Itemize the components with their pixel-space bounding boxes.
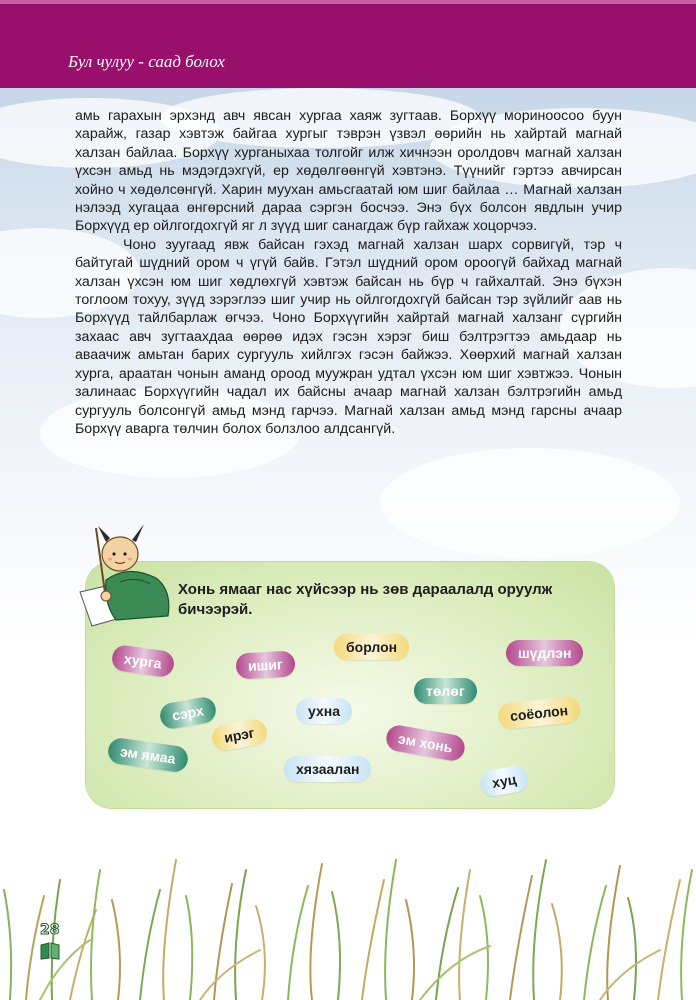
word-tag-khuts: хуц	[478, 764, 530, 798]
header-accent-strip	[0, 0, 696, 4]
grass-illustration	[0, 800, 696, 1000]
word-tag-em-yamaa: эм ямаа	[107, 737, 190, 774]
book-icon	[40, 942, 60, 960]
word-tag-borlon: борлон	[334, 634, 409, 660]
story-paragraph-1: амь гарахын эрхэнд авч явсан хургаа хаяж зугтаав. Борхүү мориноосоо буун харайж, газар хэвтэж байгаа хургыг тэврэн үзвэл өөрийн нь хайртай магнай халзан байлаа. Борхүү хурганыхаа толгойг илж хичнээн оролдовч магнай халзан үхсэн амьд нь мэдэгдэхгүй, ер хөдөлгөөнгүй хэвтэнэ. Түүнийг гэртээ авчирсан хойно ч хөдөлсөнгүй. Харин муухан амьсгаатай юм шиг байлаа … Магнай халзан нэлээд хугацаа өнгөрсний дараа сэргэн босчээ. Энэ бүх болсон явдлын учир Борхүүд ер ойлгогдохгүй яг л зүүд шиг санагдаж бүр гайхаж хоцорчээ.	[75, 108, 622, 235]
word-tag-shudlen: шүдлэн	[506, 640, 583, 666]
word-tag-tolog: төлөг	[414, 678, 477, 704]
word-tag-soyolon: соёолон	[497, 696, 581, 730]
writing-boy-illustration	[76, 520, 186, 630]
word-tag-serkh: сэрх	[158, 695, 217, 730]
word-tag-em-khoni: эм хонь	[384, 723, 466, 762]
word-tag-ukhna: ухна	[296, 698, 352, 724]
chapter-title: Бул чулуу - саад болох	[68, 52, 225, 71]
story-paragraph-2: Чоно зуугаад явж байсан гэхэд магнай халзан шарх сорвигүй, тэр ч байтугай шүдний ором ч үгүй байв. Гэтэл шүдний ором ороогүй байхад магнай халзан үхсэн юм шиг хөдлөхгүй хэвтэж байсан нь бүр ч гайхалтай. Энэ бүхэн тоглоом тохуу, зүүд зэрэглээ шиг учир нь ойлгогдохгүй байсан тэр зүйлийг аав нь Борхүүд тайлбарлаж өгчээ. Чоно Борхүүгийн хайртай магнай халзанг сүргийн захаас авч зугтаахдаа өөрөө идэх гэсэн хэрэг биш бэлтрэгтээ амьдаар нь аваачиж амьтан барих сургууль хийлгэх гэсэн байжээ. Хөөрхий магнай халзан хурга, араатан чонын аманд ороод муужран удтал үхсэн юм шиг хэвтжээ. Чонын залинаас Борхүүгийн чадал их байсны ачаар магнай халзан бэлтрэгийн амьд сургууль болсонгүй амьд мэнд гарчээ. Магнай халзан амьд мэнд гарсны ачаар Борхүү аварга төлчин болох болзлоо алдсангүй.	[75, 236, 622, 437]
page-number: 28	[40, 922, 60, 938]
word-tag-ishig: ишиг	[235, 650, 295, 679]
chapter-header	[0, 0, 696, 88]
exercise-prompt: Хонь ямааг нас хүйсээр нь зөв дараалалд оруулж бичээрэй.	[178, 581, 553, 618]
word-tag-khyazaalan: хязаалан	[284, 756, 371, 782]
story-text	[75, 107, 622, 438]
word-tag-khurga: хурга	[110, 644, 175, 678]
word-tag-ireg: ирэг	[210, 717, 268, 752]
